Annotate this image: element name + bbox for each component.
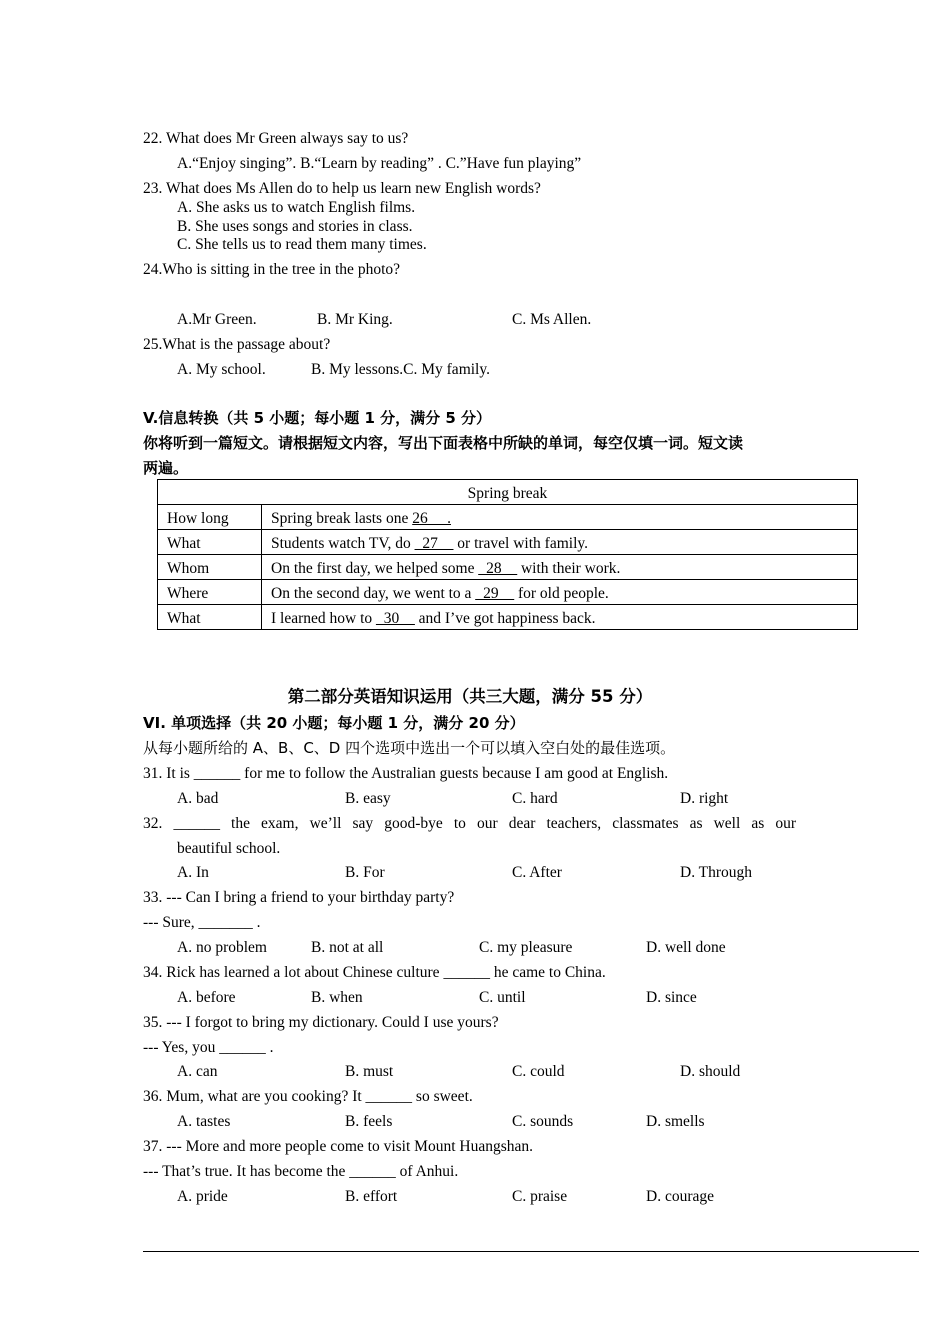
answer-blank-28: _28__ <box>478 560 518 577</box>
question-23-option-a: A. She asks us to watch English films. <box>177 199 416 216</box>
question-31-option-b: B. easy <box>345 790 391 807</box>
question-23-option-c: C. She tells us to read them many times. <box>177 236 427 253</box>
row-label: What <box>158 530 262 555</box>
question-33-stem-line-2: --- Sure, _______ . <box>143 914 261 931</box>
section-5-instruction-line-1: 你将听到一篇短文。请根据短文内容，写出下面表格中所缺的单词，每空仅填一词。短文读 <box>143 434 744 452</box>
question-36-option-c: C. sounds <box>512 1113 574 1130</box>
question-34-stem: 34. Rick has learned a lot about Chinese culture ______ he came to China. <box>143 964 606 981</box>
section-5-title: V.信息转换（共 5 小题；每小题 1 分，满分 5 分） <box>143 409 492 427</box>
row-text-after: for old people. <box>514 585 609 602</box>
row-content <box>262 580 858 605</box>
table-header-row <box>158 480 858 505</box>
question-37-option-a: A. pride <box>177 1188 228 1205</box>
section-6-instruction: 从每小题所给的 A、B、C、D 四个选项中选出一个可以填入空白处的最佳选项。 <box>143 739 676 757</box>
question-35-stem-line-2: --- Yes, you ______ . <box>143 1039 274 1056</box>
question-33-option-a: A. no problem <box>177 939 267 956</box>
question-35-option-a: A. can <box>177 1063 218 1080</box>
question-22-stem: 22. What does Mr Green always say to us? <box>143 130 409 147</box>
question-35-option-b: B. must <box>345 1063 394 1080</box>
row-label: Where <box>158 580 262 605</box>
question-33-option-c: C. my pleasure <box>479 939 573 956</box>
answer-blank-26: 26 __. <box>412 510 451 527</box>
question-24-option-c: C. Ms Allen. <box>512 311 592 328</box>
answer-blank-29: _29__ <box>475 585 515 602</box>
question-37-option-b: B. effort <box>345 1188 398 1205</box>
answer-blank-27: _27__ <box>414 535 454 552</box>
table-row <box>158 580 858 605</box>
question-31-option-a: A. bad <box>177 790 219 807</box>
question-24-option-a: A.Mr Green. <box>177 311 257 328</box>
row-text-before: Students watch TV, do <box>271 535 415 552</box>
question-32-option-a: A. In <box>177 864 209 881</box>
question-36-option-b: B. feels <box>345 1113 393 1130</box>
question-37-stem-line-2: --- That’s true. It has become the ______ of Anhui. <box>143 1163 459 1180</box>
question-25-option-a: A. My school. <box>177 361 266 378</box>
question-34-option-b: B. when <box>311 989 363 1006</box>
question-33-option-b: B. not at all <box>311 939 384 956</box>
table-row <box>158 555 858 580</box>
question-31-stem: 31. It is ______ for me to follow the Australian guests because I am good at English. <box>143 765 669 782</box>
section-6-title: VI. 单项选择（共 20 小题；每小题 1 分，满分 20 分） <box>143 714 525 732</box>
question-37-option-c: C. praise <box>512 1188 568 1205</box>
table-row <box>158 505 858 530</box>
row-text-before: On the first day, we helped some <box>271 560 479 577</box>
question-34-option-a: A. before <box>177 989 236 1006</box>
row-label: What <box>158 605 262 630</box>
question-31-option-d: D. right <box>680 790 729 807</box>
row-text-before: Spring break lasts one <box>271 510 413 527</box>
question-25-stem: 25.What is the passage about? <box>143 336 331 353</box>
question-32-option-d: D. Through <box>680 864 753 881</box>
row-content <box>262 505 858 530</box>
question-32-option-b: B. For <box>345 864 385 881</box>
question-37-option-d: D. courage <box>646 1188 714 1205</box>
question-24-option-b: B. Mr King. <box>317 311 393 328</box>
question-33-stem-line-1: 33. --- Can I bring a friend to your birthday party? <box>143 889 455 906</box>
question-34-option-c: C. until <box>479 989 526 1006</box>
row-text-before: I learned how to <box>271 610 377 627</box>
question-36-option-d: D. smells <box>646 1113 705 1130</box>
question-35-stem-line-1: 35. --- I forgot to bring my dictionary. Could I use yours? <box>143 1014 499 1031</box>
row-label: Whom <box>158 555 262 580</box>
question-32-stem-line-1: 32. ______ the exam, we’ll say good-bye to our dear teachers, classmates as well as our <box>143 815 796 832</box>
table-row <box>158 605 858 630</box>
row-text-after: or travel with family. <box>453 535 589 552</box>
spring-break-table <box>157 479 858 630</box>
row-content <box>262 530 858 555</box>
question-23-stem: 23. What does Ms Allen do to help us learn new English words? <box>143 180 541 197</box>
question-23-option-b: B. She uses songs and stories in class. <box>177 218 413 235</box>
question-34-option-d: D. since <box>646 989 697 1006</box>
question-37-stem-line-1: 37. --- More and more people come to visit Mount Huangshan. <box>143 1138 533 1155</box>
question-25-option-bc: B. My lessons.C. My family. <box>311 361 490 378</box>
question-32-stem-line-2: beautiful school. <box>177 840 281 857</box>
table-row <box>158 530 858 555</box>
answer-blank-30: _30__ <box>376 610 415 627</box>
question-36-option-a: A. tastes <box>177 1113 231 1130</box>
question-22-options: A.“Enjoy singing”. B.“Learn by reading” . C.”Have fun playing” <box>177 155 582 172</box>
footer-divider <box>143 1251 919 1252</box>
question-31-option-c: C. hard <box>512 790 558 807</box>
question-35-option-c: C. could <box>512 1063 565 1080</box>
row-content <box>262 605 858 630</box>
question-36-stem: 36. Mum, what are you cooking? It ______ so sweet. <box>143 1088 473 1105</box>
row-content <box>262 555 858 580</box>
question-24-stem: 24.Who is sitting in the tree in the photo? <box>143 261 400 278</box>
row-label: How long <box>158 505 262 530</box>
row-text-after: and I’ve got happiness back. <box>414 610 596 627</box>
question-35-option-d: D. should <box>680 1063 741 1080</box>
section-5-instruction-line-2: 两遍。 <box>143 459 189 477</box>
table-header: Spring break <box>158 480 858 505</box>
question-33-option-d: D. well done <box>646 939 726 956</box>
row-text-after: with their work. <box>517 560 621 577</box>
question-32-option-c: C. After <box>512 864 562 881</box>
part-two-title: 第二部分英语知识运用（共三大题，满分 55 分） <box>287 687 653 706</box>
row-text-before: On the second day, we went to a <box>271 585 476 602</box>
